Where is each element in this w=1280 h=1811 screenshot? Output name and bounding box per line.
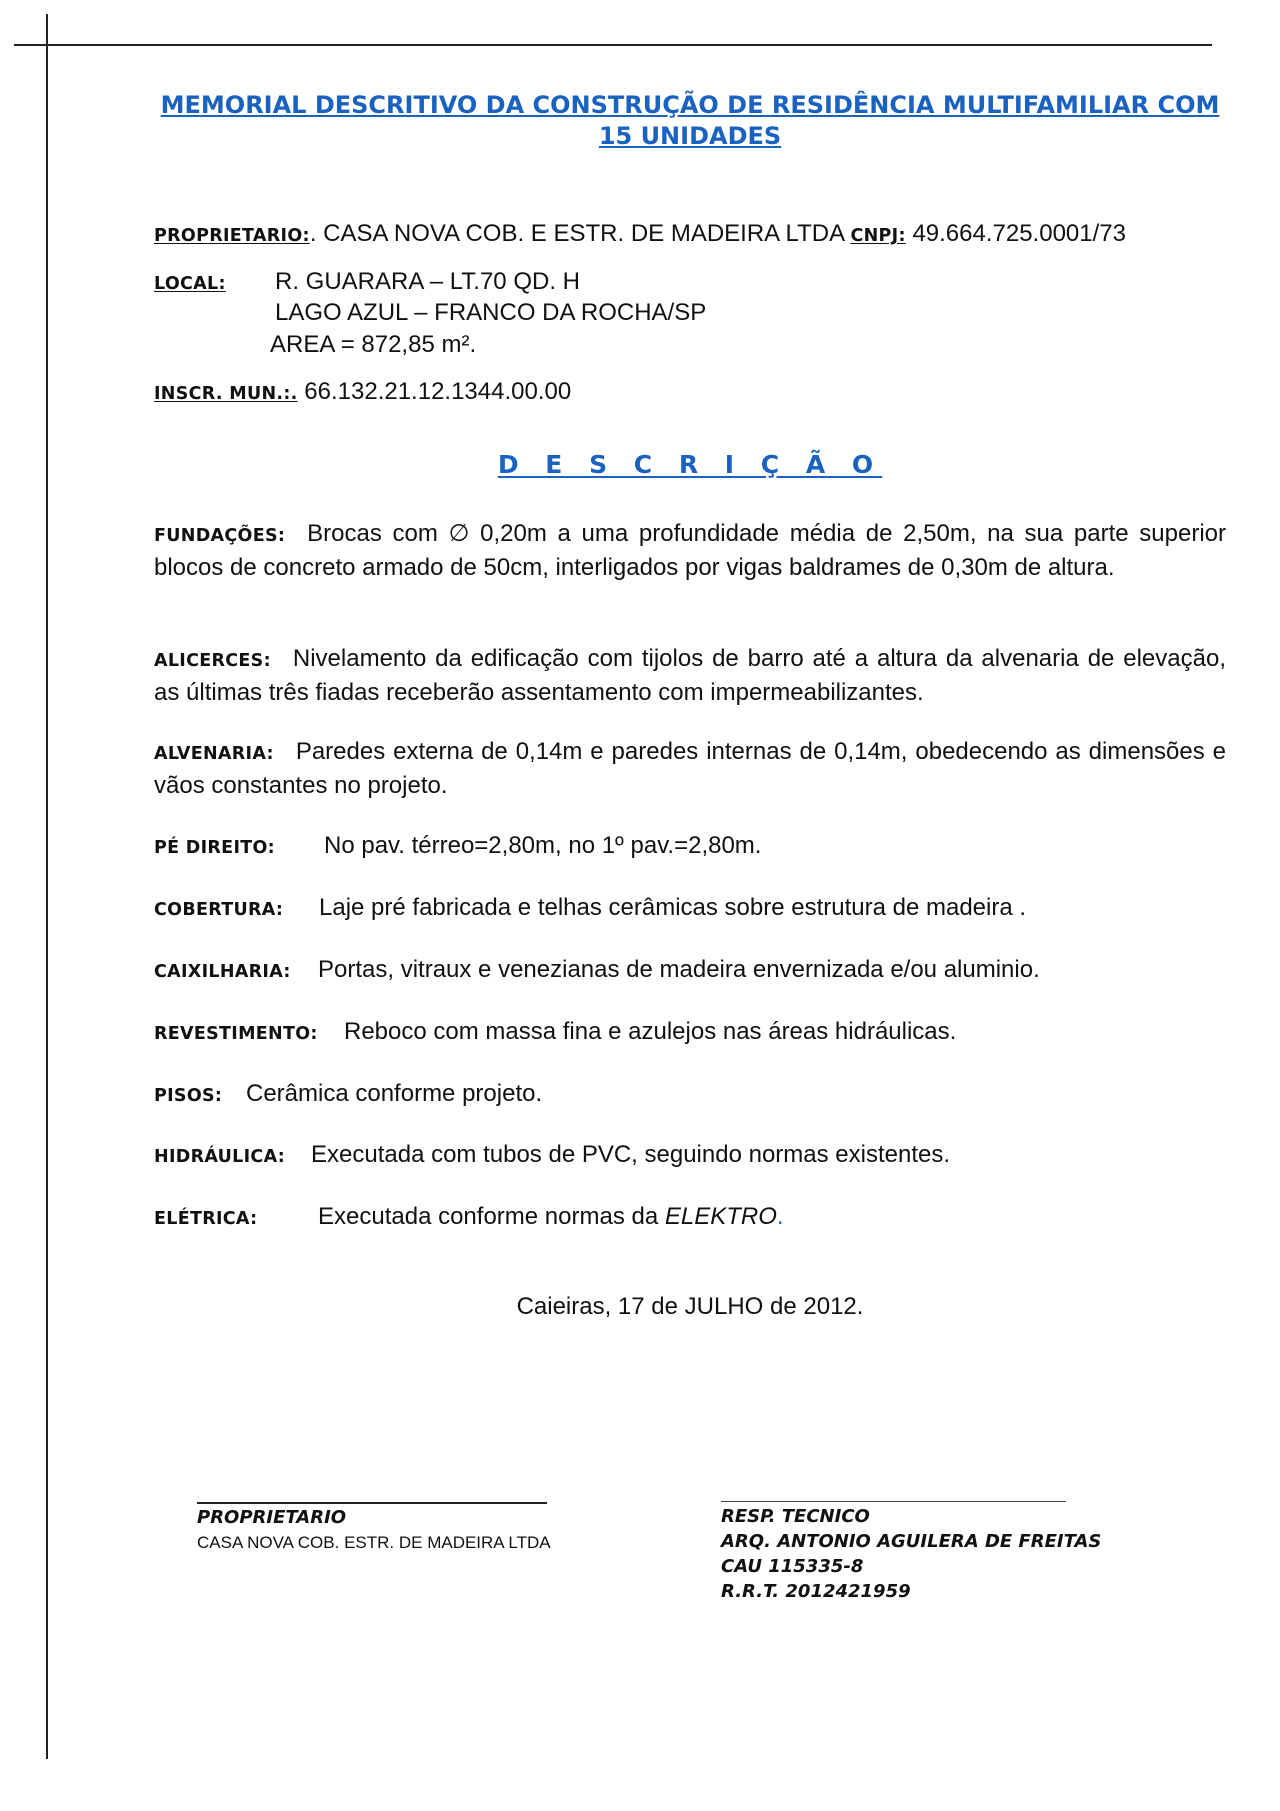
page-border-top <box>14 44 1212 46</box>
title-line-2: 15 UNIDADES <box>598 122 782 150</box>
item-label: ELÉTRICA: <box>154 1209 258 1229</box>
location-label: LOCAL: <box>154 274 226 294</box>
item-label: FUNDAÇÕES: <box>154 526 286 546</box>
item-text: Reboco com massa fina e azulejos nas áreas hidráulicas. <box>344 1018 957 1045</box>
location-address: R. GUARARA – LT.70 QD. H <box>275 268 580 295</box>
item-label: HIDRÁULICA: <box>154 1147 286 1167</box>
item-text: Nivelamento da edificação com tijolos de barro até a altura da alvenaria de elevação, as últimas três fiadas receberão assentamento com impermeabilizantes. <box>154 645 1226 706</box>
item-hidraulica <box>154 1139 950 1173</box>
item-text: Portas, vitraux e venezianas de madeira envernizada e/ou aluminio. <box>318 956 1040 983</box>
cnpj-label: CNPJ: <box>850 226 906 246</box>
item-cobertura <box>154 892 1026 926</box>
location-district: LAGO AZUL – FRANCO DA ROCHA/SP <box>275 299 707 326</box>
item-fundacoes <box>154 518 1226 583</box>
item-text: Cerâmica conforme projeto. <box>246 1080 543 1107</box>
owner-label: PROPRIETARIO: <box>154 226 310 246</box>
item-alicerces <box>154 643 1226 708</box>
location-area: AREA = 872,85 m². <box>270 331 477 358</box>
item-text: Brocas com ∅ 0,20m a uma profundidade média de 2,50m, na sua parte superior blocos de concreto armado de 50cm, interligados por vigas baldrames de 0,30m de altura. <box>154 520 1226 581</box>
item-label: PISOS: <box>154 1086 223 1106</box>
item-emphasis: ELEKTRO <box>664 1203 777 1230</box>
item-text: Laje pré fabricada e telhas cerâmicas sobre estrutura de madeira . <box>319 894 1027 921</box>
technical-signature-name: ARQ. ANTONIO AGUILERA DE FREITAS <box>721 1531 1102 1552</box>
owner-line <box>154 218 1126 252</box>
item-text: Executada conforme normas da <box>318 1203 665 1230</box>
item-label: REVESTIMENTO: <box>154 1024 318 1044</box>
location-label-line <box>154 266 226 300</box>
registration-value: 66.132.21.12.1344.00.00 <box>304 378 572 405</box>
owner-signature-name: CASA NOVA COB. ESTR. DE MADEIRA LTDA <box>197 1533 551 1552</box>
item-label: ALICERCES: <box>154 651 271 671</box>
owner-signature-role: PROPRIETARIO <box>197 1507 347 1528</box>
owner-signature-line <box>197 1502 547 1504</box>
date-line: Caieiras, 17 de JULHO de 2012. <box>516 1293 864 1320</box>
technical-signature-rrt: R.R.T. 2012421959 <box>721 1581 911 1602</box>
item-label: ALVENARIA: <box>154 744 274 764</box>
section-heading: D E S C R I Ç Ã O <box>497 450 883 479</box>
document-title <box>150 90 1230 152</box>
cnpj-value: 49.664.725.0001/73 <box>912 220 1126 247</box>
item-text: Executada com tubos de PVC, seguindo normas existentes. <box>311 1141 951 1168</box>
item-caixilharia <box>154 954 1040 988</box>
item-text: No pav. térreo=2,80m, no 1º pav.=2,80m. <box>324 832 762 859</box>
item-pisos <box>154 1078 542 1112</box>
item-alvenaria <box>154 736 1226 801</box>
item-pe-direito <box>154 830 761 864</box>
item-revestimento <box>154 1016 956 1050</box>
technical-signature-line <box>721 1501 1066 1502</box>
item-text: Paredes externa de 0,14m e paredes internas de 0,14m, obedecendo as dimensões e vãos constantes no projeto. <box>154 738 1226 799</box>
registration-label: INSCR. MUN.:. <box>154 384 298 404</box>
item-trailing: . <box>776 1203 784 1230</box>
page-border-left <box>46 14 48 1759</box>
item-label: COBERTURA: <box>154 900 284 920</box>
registration-line <box>154 376 571 410</box>
item-eletrica <box>154 1201 784 1235</box>
technical-signature-role: RESP. TECNICO <box>721 1506 870 1527</box>
title-line-1: MEMORIAL DESCRITIVO DA CONSTRUÇÃO DE RESIDÊNCIA MULTIFAMILIAR COM <box>160 91 1220 119</box>
item-label: PÉ DIREITO: <box>154 838 275 858</box>
technical-signature-cau: CAU 115335-8 <box>721 1556 864 1577</box>
item-label: CAIXILHARIA: <box>154 962 291 982</box>
owner-value: . CASA NOVA COB. E ESTR. DE MADEIRA LTDA <box>309 220 844 247</box>
